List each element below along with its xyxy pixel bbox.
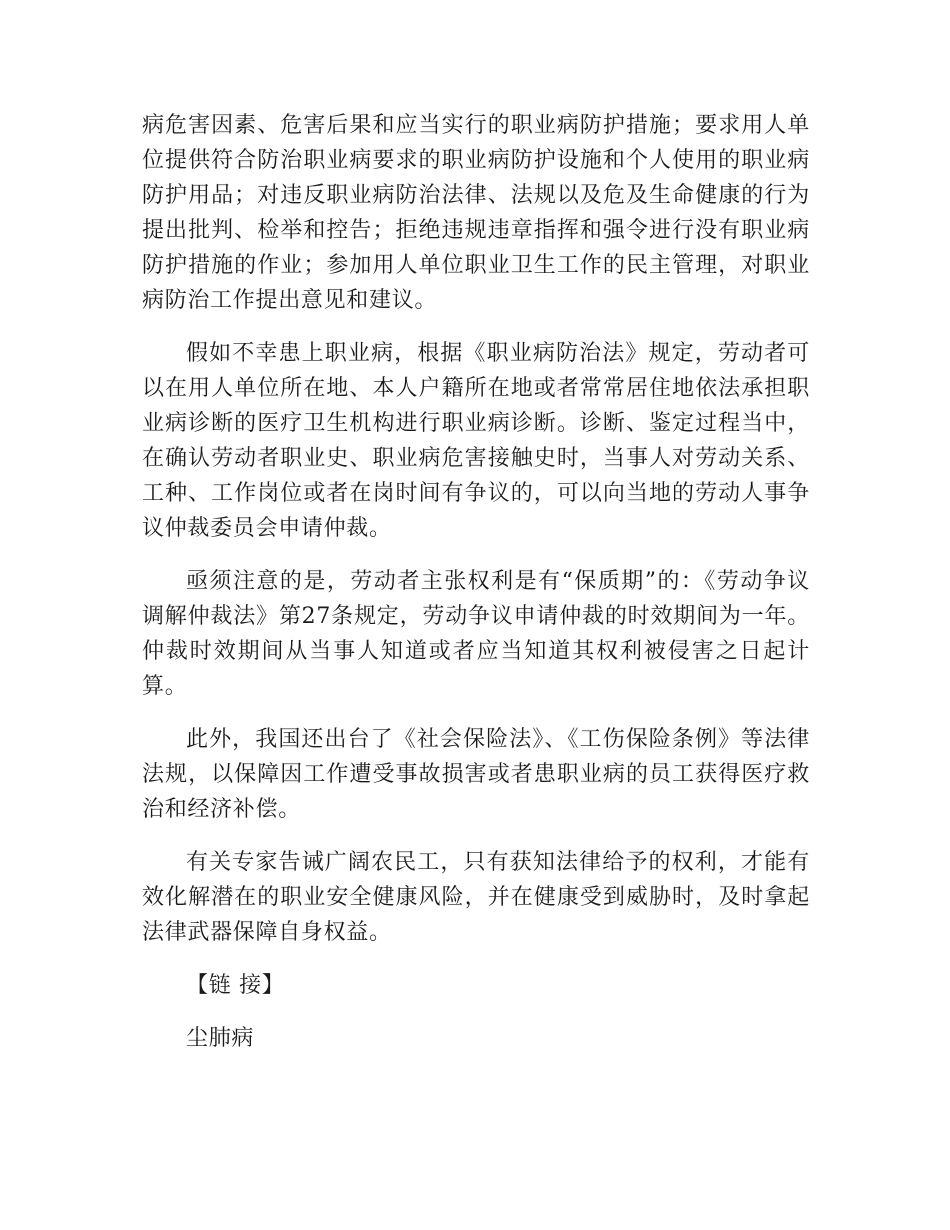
paragraph-related-laws: 此外，我国还出台了《社会保险法》、《工伤保险条例》等法律法规，以保障因工作遭受事故损害或者患职业病的员工获得医疗救治和经济补偿。 <box>142 727 810 822</box>
paragraph-time-limit: 亟须注意的是，劳动者主张权利是有“保质期”的：《劳动争议调解仲裁法》第27条规定，劳动争议申请仲裁的时效期间为一年。仲裁时效期间从当事人知道或者应当知道其权利被侵害之日起计算。 <box>142 569 810 699</box>
paragraph-diagnosis: 假如不幸患上职业病，根据《职业病防治法》规定，劳动者可以在用人单位所在地、本人户籍所在地或者常常居住地依法承担职业病诊断的医疗卫生机构进行职业病诊断。诊断、鉴定过程当中，在确认劳动者职业史、职业病危害接触史时，当事人对劳动关系、工种、工作岗位或者在岗时间有争议的，可以向当地的劳动人事争议仲裁委员会申请仲裁。 <box>142 341 810 541</box>
document-body <box>142 108 810 1056</box>
paragraph-rights-continued: 病危害因素、危害后果和应当实行的职业病防护措施；要求用人单位提供符合防治职业病要求的职业病防护设施和个人使用的职业病防护用品；对违反职业病防治法律、法规以及危及生命健康的行为提出批判、检举和控告；拒绝违规违章指挥和强令进行没有职业病防护措施的作业；参加用人单位职业卫生工作的民主管理，对职业病防治工作提出意见和建议。 <box>142 113 810 313</box>
link-heading: 【链 接】 <box>186 973 285 998</box>
link-item-pneumoconiosis: 尘肺病 <box>186 1026 255 1051</box>
paragraph-expert-advice: 有关专家告诫广阔农民工，只有获知法律给予的权利，才能有效化解潜在的职业安全健康风险，并在健康受到威胁时，及时拿起法律武器保障自身权益。 <box>142 850 810 945</box>
